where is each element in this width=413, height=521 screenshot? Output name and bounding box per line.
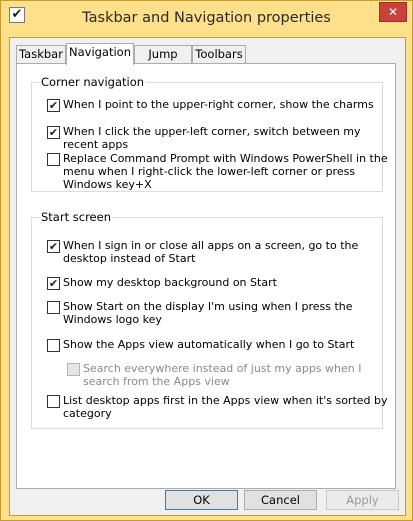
checkbox-show-charms[interactable]: [47, 99, 60, 112]
checkbox-go-to-desktop[interactable]: [47, 240, 60, 253]
checkbox-start-on-display[interactable]: [47, 301, 60, 314]
option-label: Search everywhere instead of just my apps when I search from the Apps view: [83, 362, 362, 388]
navigation-tab-panel: [16, 63, 396, 489]
ok-button[interactable]: OK: [165, 490, 238, 510]
start-screen-group: [31, 210, 388, 429]
tab-navigation[interactable]: Navigation: [66, 43, 134, 65]
corner-navigation-group: [31, 75, 388, 192]
option-label: When I sign in or close all apps on a screen, go to the desktop instead of Start: [63, 239, 359, 265]
checkbox-replace-command-prompt[interactable]: [47, 153, 60, 166]
checkmark-icon: ✔: [48, 126, 59, 139]
checkbox-search-everywhere: [67, 363, 80, 376]
checkbox-desktop-background[interactable]: [47, 277, 60, 290]
option-label: Show my desktop background on Start: [63, 276, 277, 289]
checkmark-icon: ✔: [48, 277, 59, 290]
group-title-start-screen: Start screen: [41, 210, 111, 224]
option-label: Show Start on the display I'm using when I press the Windows logo key: [63, 300, 353, 326]
cancel-button[interactable]: Cancel: [244, 490, 317, 510]
dialog-body: [9, 37, 406, 516]
checkmark-icon: ✔: [48, 99, 59, 112]
checkmark-icon: ✔: [48, 240, 59, 253]
option-label: When I click the upper-left corner, switch between my recent apps: [63, 125, 361, 151]
close-icon: ✕: [387, 5, 399, 19]
option-label: Show the Apps view automatically when I go to Start: [63, 338, 355, 351]
checkbox-switch-recent-apps[interactable]: [47, 126, 60, 139]
close-button[interactable]: [379, 2, 407, 22]
taskbar-properties-icon: ✔: [9, 7, 25, 23]
checkbox-apps-view-auto[interactable]: [47, 339, 60, 352]
title-bar[interactable]: [1, 1, 412, 37]
checkbox-desktop-apps-first[interactable]: [47, 395, 60, 408]
tab-taskbar[interactable]: Taskbar: [16, 45, 66, 63]
apply-button: Apply: [326, 490, 399, 510]
window-title: Taskbar and Navigation properties: [82, 10, 331, 26]
option-label: When I point to the upper-right corner, show the charms: [63, 98, 374, 111]
tab-jump-lists[interactable]: Jump: [134, 45, 192, 63]
group-title-corner-navigation: Corner navigation: [41, 75, 145, 89]
tab-toolbars[interactable]: Toolbars: [192, 45, 246, 63]
option-label: Replace Command Prompt with Windows PowerShell in the menu when I right-click the lower-left corner or press Windows key+X: [63, 152, 388, 191]
option-label: List desktop apps first in the Apps view when it's sorted by category: [63, 394, 388, 420]
